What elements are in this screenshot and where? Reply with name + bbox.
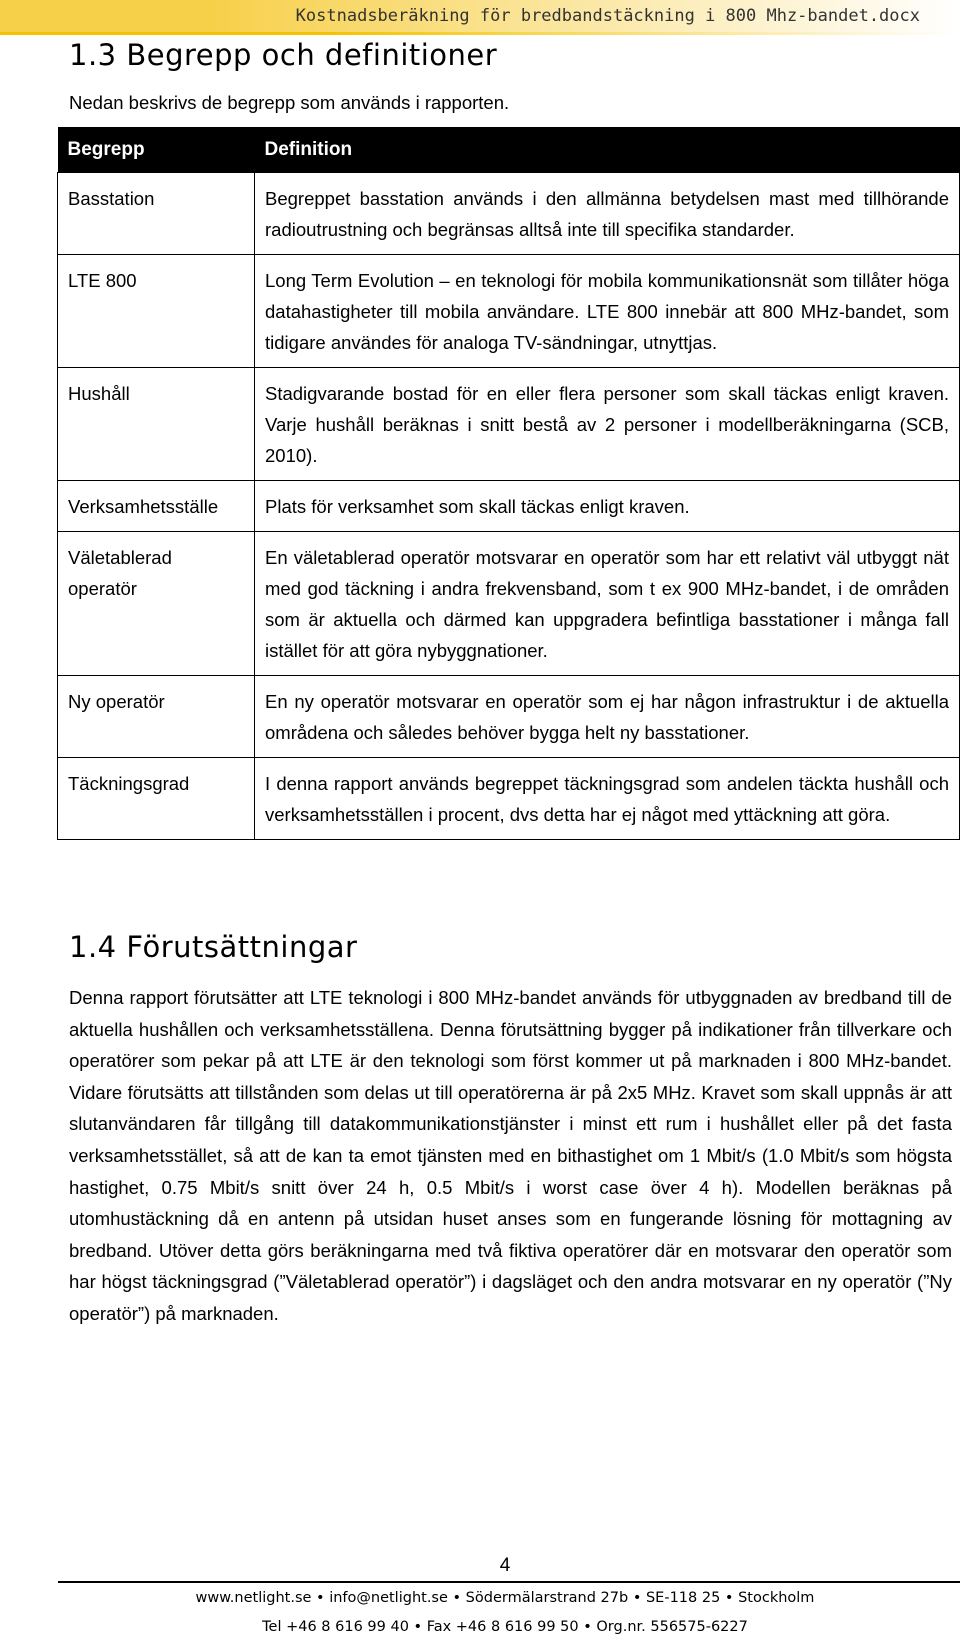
- section-paragraph: Denna rapport förutsätter att LTE teknologi i 800 MHz-bandet används för utbyggnaden av bredband till de aktuella hushållen och verksamhetsställena. Denna förutsättning bygger på indikationer från tillverkare och operatörer som pekar på att LTE är den teknologi som först kommer ut på marknaden i 800 MHz-bandet. Vidare förutsätts att tillstånden som delas ut till operatörerna är på 2x5 MHz. Kravet som skall uppnås är att slutanvändaren får tillgång till datakommunikationstjänster i minst ett rum i hushållet eller på det fasta verksamhetsstället, så att de kan ta emot tjänsten med en bithastighet om 1 Mbit/s (1.0 Mbit/s som högsta hastighet, 0.75 Mbit/s snitt över 24 h, 0.5 Mbit/s i worst case över 4 h). Modellen beräknas på utomhustäckning då en antenn på utsidan huset anses som en fungerande lösning för mottagning av bredband. Utöver detta görs beräkningarna med två fiktiva operatörer där en motsvarar den operatör som har högst täckningsgrad (”Väletablerad operatör”) i dagsläget och den andra motsvarar en ny operatör (”Ny operatör”) på marknaden.: [69, 987, 952, 1324]
- definition-cell: Long Term Evolution – en teknologi för mobila kommunikationsnät som tillåter höga datahastigheter till mobila användare. LTE 800 innebär att 800 MHz-bandet, som tidigare användes för analoga TV-sändningar, utnyttjas.: [255, 255, 960, 368]
- header-accent-line: [0, 32, 960, 35]
- section-heading-1-3: 1.3 Begrepp och definitioner: [69, 38, 498, 72]
- section-intro: Nedan beskrivs de begrepp som används i rapporten.: [69, 92, 510, 113]
- table-row: [58, 676, 960, 758]
- column-header-term: Begrepp: [58, 127, 255, 173]
- definition-cell: Stadigvarande bostad för en eller flera personer som skall täckas enligt kraven. Varje hushåll beräknas i snitt bestå av 2 personer i modellberäkningarna (SCB, 2010).: [255, 368, 960, 481]
- term-cell: Väletablerad operatör: [58, 532, 255, 676]
- definition-cell: Begreppet basstation används i den allmänna betydelsen mast med tillhörande radioutrustning och begränsas alltså inte till specifika standarder.: [255, 173, 960, 255]
- page-number: 4: [499, 1555, 511, 1576]
- definition-cell: En väletablerad operatör motsvarar en operatör som har ett relativt väl utbyggt nät med god täckning i andra frekvensband, som t ex 900 MHz-bandet, i de områden som är aktuella och därmed kan uppgradera befintliga basstationer i många fall istället för att göra nybyggnationer.: [255, 532, 960, 676]
- document-filename: Kostnadsberäkning för bredbandstäckning i 800 Mhz-bandet.docx: [295, 6, 920, 26]
- footer-phone-line: Tel +46 8 616 99 40 • Fax +46 8 616 99 50 • Org.nr. 556575-6227: [262, 1619, 748, 1635]
- table-row: [58, 758, 960, 840]
- term-cell: Ny operatör: [58, 676, 255, 758]
- column-header-definition: Definition: [255, 127, 960, 173]
- definition-cell: I denna rapport används begreppet täckningsgrad som andelen täckta hushåll och verksamhetsställen i procent, dvs detta har ej något med yttäckning att göra.: [255, 758, 960, 840]
- definitions-table: [57, 127, 960, 840]
- definition-cell: En ny operatör motsvarar en operatör som ej har någon infrastruktur i de aktuella områdena och således behöver bygga helt ny basstationer.: [255, 676, 960, 758]
- table-header-row: [58, 127, 960, 173]
- table-row: [58, 532, 960, 676]
- definition-cell: Plats för verksamhet som skall täckas enligt kraven.: [255, 481, 960, 532]
- footer-divider: [58, 1581, 960, 1583]
- term-cell: Hushåll: [58, 368, 255, 481]
- table-row: [58, 255, 960, 368]
- section-heading-1-4: 1.4 Förutsättningar: [69, 930, 358, 964]
- term-cell: Basstation: [58, 173, 255, 255]
- term-cell: LTE 800: [58, 255, 255, 368]
- table-row: [58, 481, 960, 532]
- table-row: [58, 368, 960, 481]
- term-cell: Verksamhetsställe: [58, 481, 255, 532]
- footer-contact-line: www.netlight.se • info@netlight.se • Södermälarstrand 27b • SE-118 25 • Stockholm: [195, 1590, 815, 1606]
- term-cell: Täckningsgrad: [58, 758, 255, 840]
- table-row: [58, 173, 960, 255]
